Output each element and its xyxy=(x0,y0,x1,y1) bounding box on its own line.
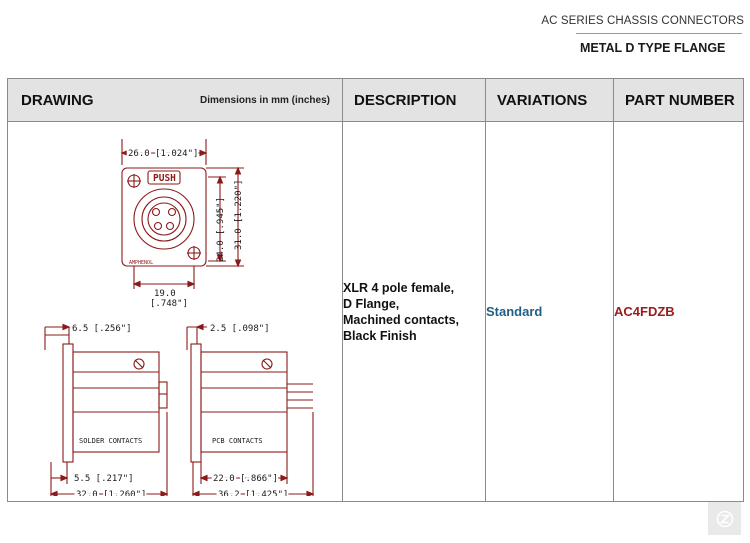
mounting-hole-icon xyxy=(187,246,201,260)
solder-dim-1: 5.5 [.217"] xyxy=(74,474,134,484)
description-label: DESCRIPTION xyxy=(354,91,457,109)
contact-pin-icon xyxy=(153,209,160,216)
part-number-label: PART NUMBER xyxy=(625,91,735,109)
pcb-dim-2: 36.2 [1.425"] xyxy=(218,490,289,496)
front-inner-height-label: 24.0 [.945"] xyxy=(216,196,226,262)
spec-table xyxy=(7,78,744,502)
part-number-cell xyxy=(614,122,744,502)
description-cell xyxy=(343,122,486,502)
contact-pin-icon xyxy=(155,223,162,230)
col-header-part-number xyxy=(614,79,744,122)
hole-spacing-value: 19.0 xyxy=(154,289,176,299)
drawing-label: DRAWING xyxy=(21,91,94,109)
front-width-label: 26.0 [1.024"] xyxy=(128,149,199,159)
description-line: Black Finish xyxy=(343,328,417,343)
solder-side-view xyxy=(45,325,167,497)
front-outer-height-label: 31.0 [1.220"] xyxy=(234,179,244,250)
solder-dim-2: 32.0 [1.260"] xyxy=(76,490,147,496)
series-title: AC SERIES CHASSIS CONNECTORS xyxy=(541,15,744,27)
solder-top-dimension: 6.5 [.256"] xyxy=(72,324,132,334)
solder-contacts-label: SOLDER CONTACTS xyxy=(79,437,143,445)
contact-pin-icon xyxy=(169,209,176,216)
description-line: D Flange, xyxy=(343,296,400,311)
header-rule xyxy=(576,33,742,34)
corner-logo-icon xyxy=(708,502,741,535)
col-header-variations xyxy=(486,79,614,122)
drawing-cell xyxy=(8,122,343,502)
hole-spacing-inch: [.748"] xyxy=(150,299,188,309)
pcb-side-view xyxy=(187,325,313,497)
connector-drawing xyxy=(8,122,342,496)
description-line: Machined contacts, xyxy=(343,312,459,327)
table-row xyxy=(8,122,744,502)
variation-value: Standard xyxy=(486,304,543,319)
pcb-contacts-label: PCB CONTACTS xyxy=(212,437,263,445)
table-header-row xyxy=(8,79,744,122)
part-number-value: AC4FDZB xyxy=(614,304,675,319)
pcb-top-dimension: 2.5 [.098"] xyxy=(210,324,270,334)
description-line: XLR 4 pole female, xyxy=(343,280,455,295)
flange-type-title: METAL D TYPE FLANGE xyxy=(580,41,726,55)
variation-cell xyxy=(486,122,614,502)
brand-mark: AMPHENOL xyxy=(129,260,154,266)
variations-label: VARIATIONS xyxy=(497,91,588,109)
hole-spacing-dimension xyxy=(134,266,194,289)
col-header-drawing xyxy=(8,79,343,122)
contact-pin-icon xyxy=(167,223,174,230)
receptacle-ring xyxy=(134,189,194,249)
dimensions-note: Dimensions in mm (inches) xyxy=(199,94,330,106)
push-label: PUSH xyxy=(153,173,176,184)
pcb-dim-1: 22.0 [.866"] xyxy=(213,474,279,484)
mounting-hole-icon xyxy=(127,174,141,188)
col-header-description xyxy=(343,79,486,122)
